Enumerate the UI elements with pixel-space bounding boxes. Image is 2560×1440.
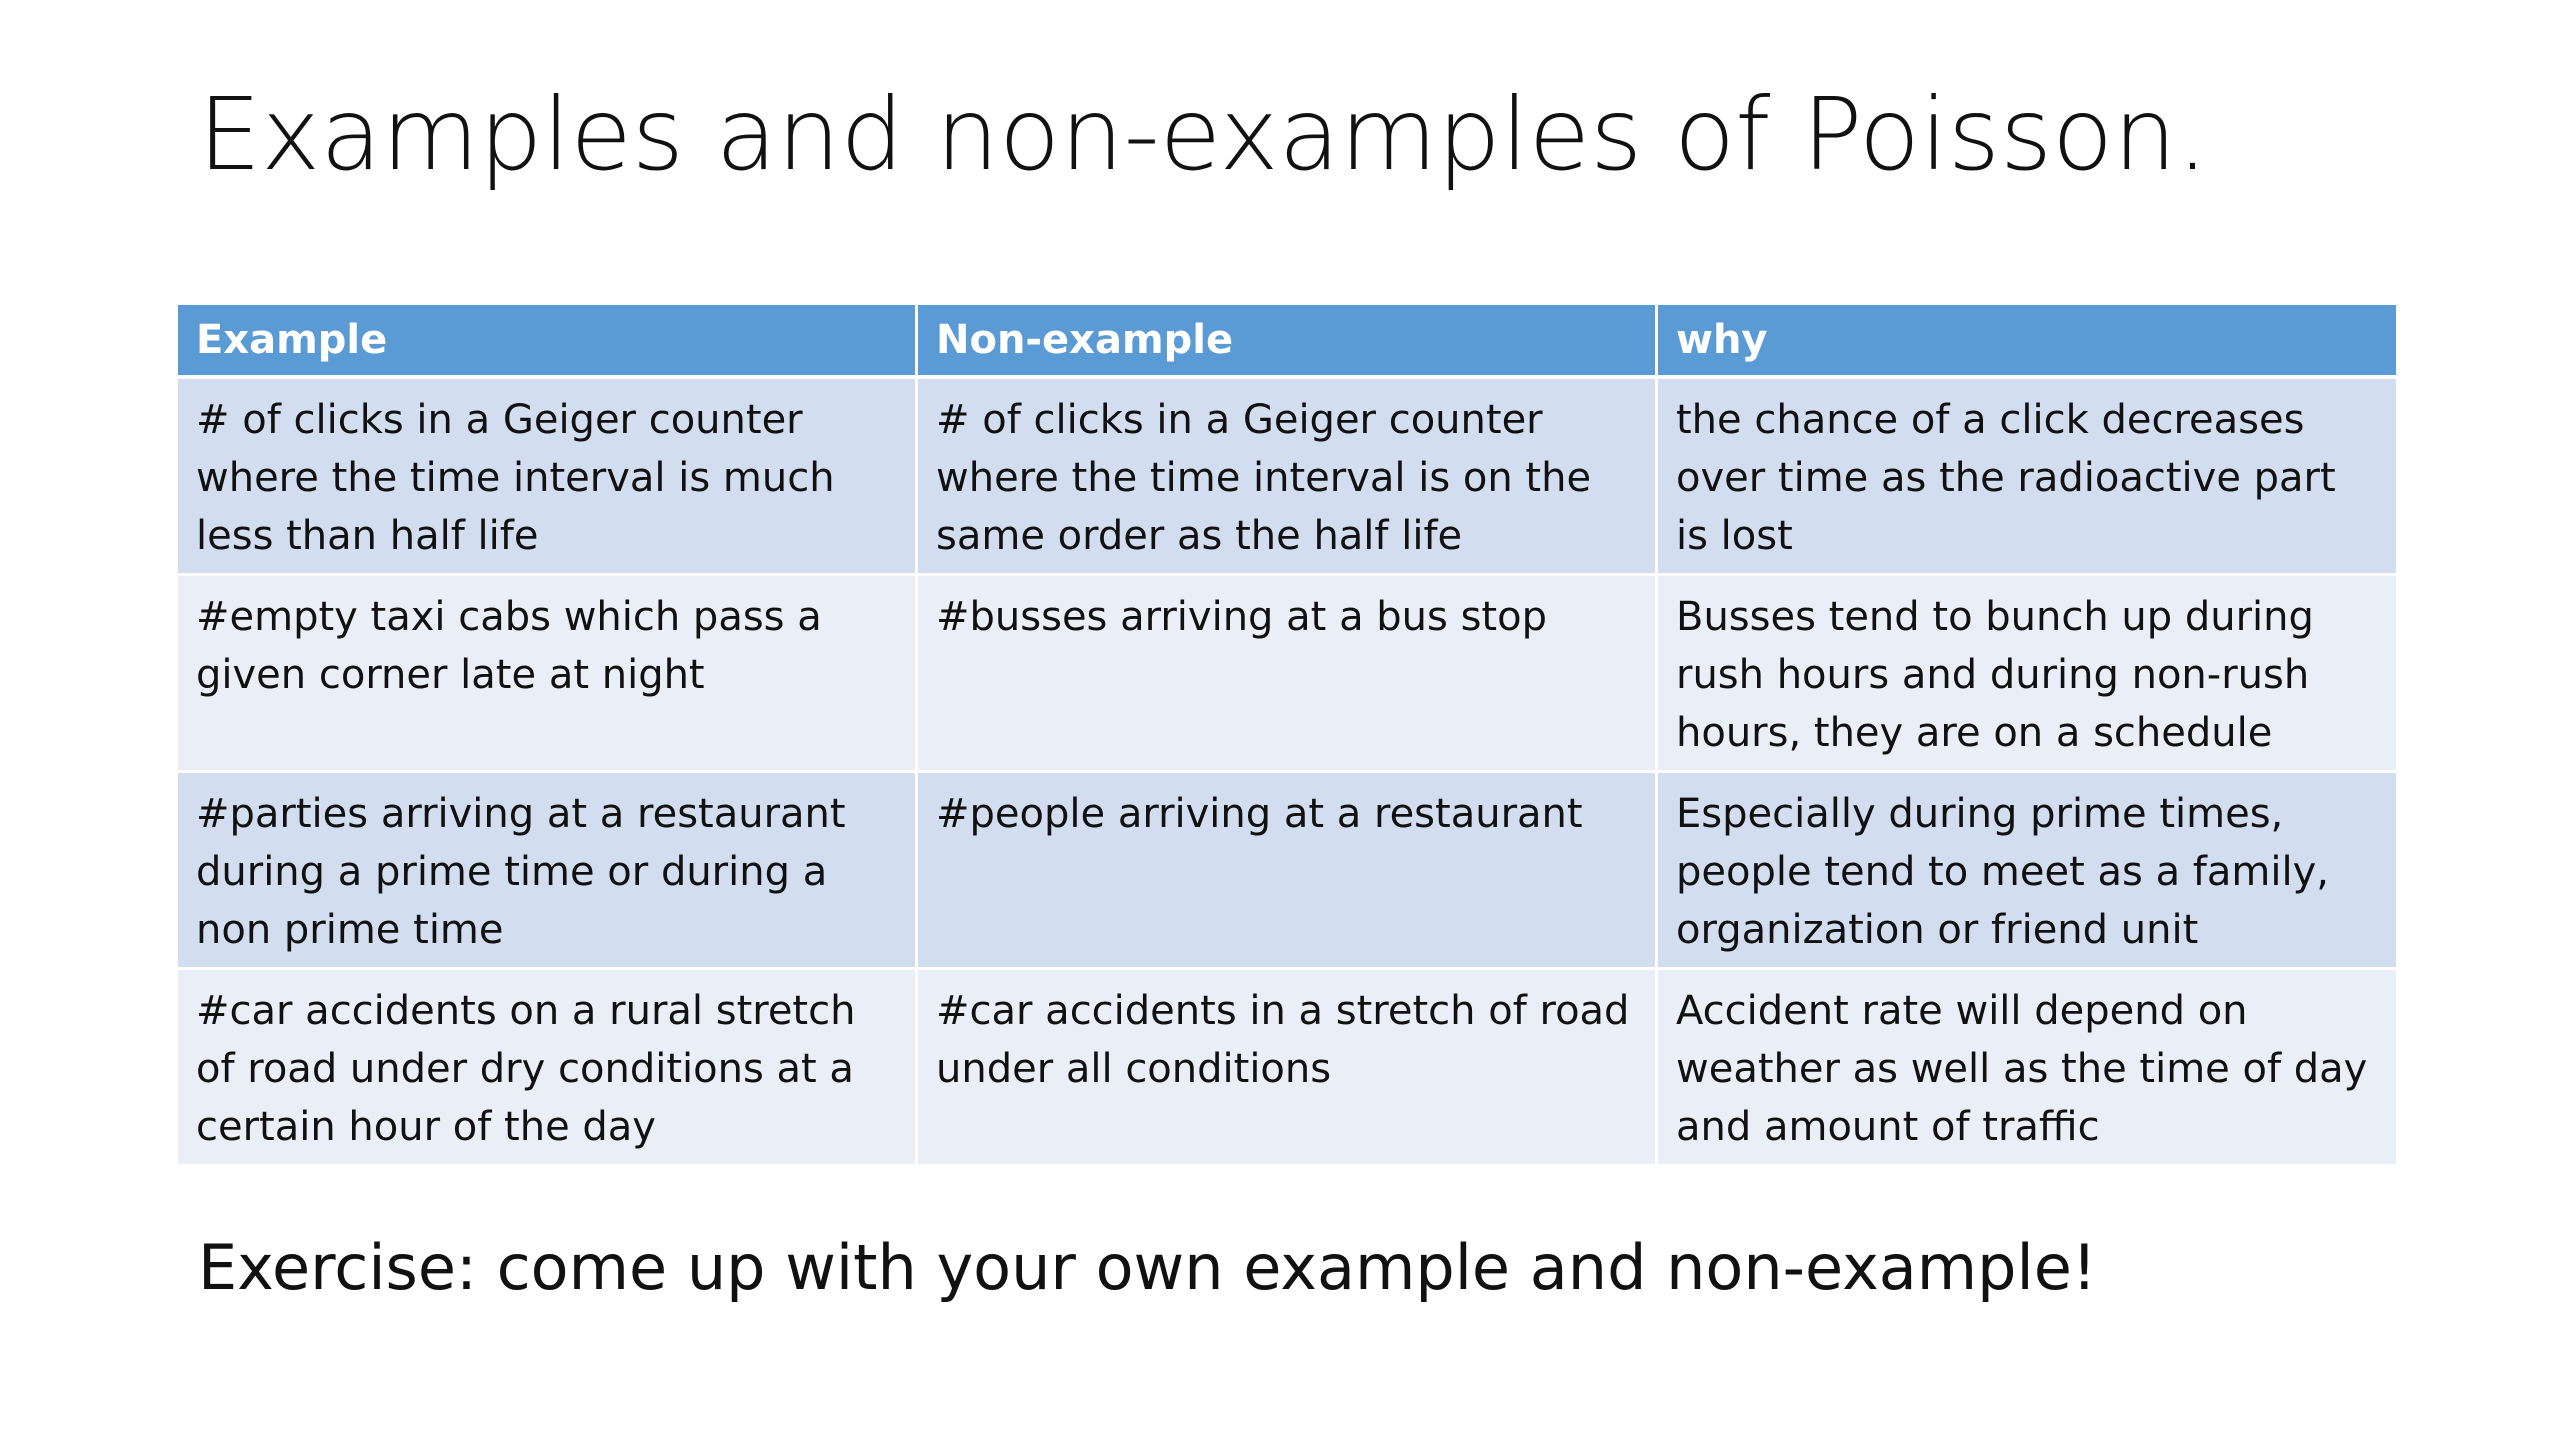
why-cell: the chance of a click decreases over time as the radioactive part is lost [1658, 379, 2396, 576]
example-cell: #car accidents on a rural stretch of road under dry conditions at a certain hour of the day [178, 970, 918, 1167]
table-header-row [178, 305, 2396, 379]
example-cell: #parties arriving at a restaurant during a prime time or during a non prime time [178, 773, 918, 970]
examples-table [178, 305, 2396, 1167]
exercise-prompt: Exercise: come up with your own example and non-example! [198, 1231, 2097, 1304]
table-row [178, 773, 2396, 970]
header-non-example: Non-example [918, 305, 1658, 379]
table-row [178, 970, 2396, 1167]
header-example: Example [178, 305, 918, 379]
why-cell: Accident rate will depend on weather as well as the time of day and amount of traffic [1658, 970, 2396, 1167]
table-row [178, 379, 2396, 576]
table-row [178, 576, 2396, 773]
slide-title: Examples and non-examples of Poisson. [198, 76, 2209, 193]
why-cell: Especially during prime times, people tend to meet as a family, organization or friend unit [1658, 773, 2396, 970]
example-cell: #empty taxi cabs which pass a given corner late at night [178, 576, 918, 773]
non-example-cell: #people arriving at a restaurant [918, 773, 1658, 970]
non-example-cell: #busses arriving at a bus stop [918, 576, 1658, 773]
example-cell: # of clicks in a Geiger counter where the time interval is much less than half life [178, 379, 918, 576]
non-example-cell: # of clicks in a Geiger counter where the time interval is on the same order as the half life [918, 379, 1658, 576]
non-example-cell: #car accidents in a stretch of road under all conditions [918, 970, 1658, 1167]
why-cell: Busses tend to bunch up during rush hours and during non-rush hours, they are on a schedule [1658, 576, 2396, 773]
header-why: why [1658, 305, 2396, 379]
